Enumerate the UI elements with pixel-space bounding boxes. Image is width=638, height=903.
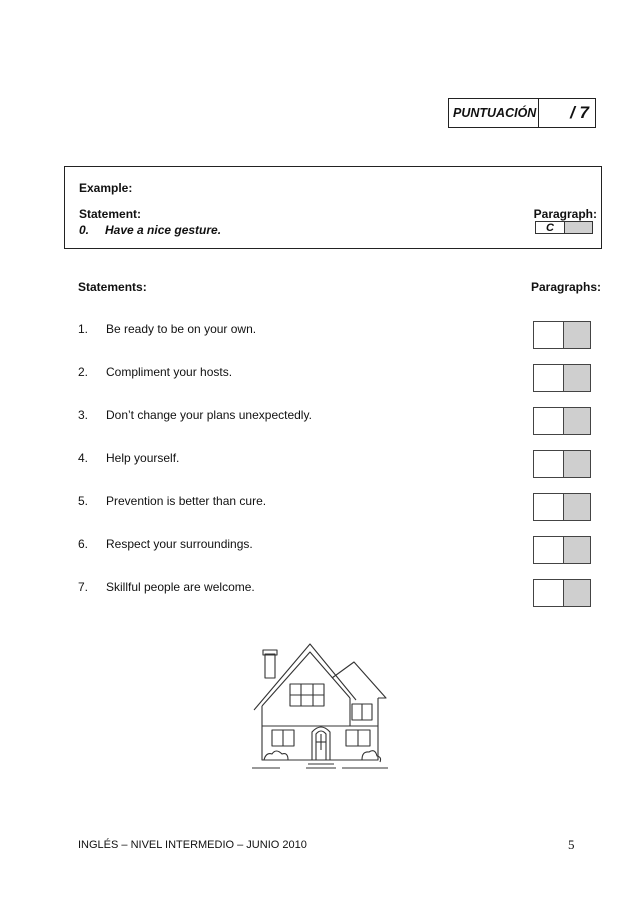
house-walls [262,698,378,760]
statement-label: Statement: [79,207,142,221]
answer-box-5[interactable] [533,493,591,521]
answer-shaded-3 [564,408,590,434]
statement-item [78,580,255,594]
score-label: PUNTUACIÓN [449,99,539,127]
statement-item [78,537,253,551]
answer-box-7[interactable] [533,579,591,607]
statements-heading: Statements: [78,280,147,294]
paragraph-label: Paragraph: [533,207,597,221]
statement-number: 4. [78,451,89,465]
example-answer-shaded [565,222,592,233]
statement-text: Prevention is better than cure. [106,494,267,508]
answer-shaded-5 [564,494,590,520]
statement-text: Skillful people are welcome. [106,580,255,594]
answer-input-2[interactable] [534,365,564,391]
statement-item [78,322,256,336]
answer-input-6[interactable] [534,537,564,563]
answer-input-3[interactable] [534,408,564,434]
example-answer-box [535,221,593,234]
statement-item [78,494,266,508]
example-box [64,166,602,249]
paragraphs-heading: Paragraphs: [530,280,601,294]
statement-number: 6. [78,537,89,551]
answer-input-4[interactable] [534,451,564,477]
answer-box-4[interactable] [533,450,591,478]
example-statement [79,223,221,237]
answer-shaded-7 [564,580,590,606]
statement-text: Be ready to be on your own. [106,322,257,336]
answer-box-6[interactable] [533,536,591,564]
answer-shaded-1 [564,322,590,348]
answer-input-5[interactable] [534,494,564,520]
statement-text: Compliment your hosts. [106,365,233,379]
statement-number: 5. [78,494,89,508]
statement-item [78,408,312,422]
statement-number: 1. [78,322,89,336]
house-icon [250,640,390,790]
answer-shaded-2 [564,365,590,391]
chimney [265,654,275,678]
example-title: Example: [79,181,133,195]
bush-left [264,751,288,760]
answer-box-1[interactable] [533,321,591,349]
statement-text: Don’t change your plans unexpectedly. [106,408,312,422]
statement-number: 3. [78,408,89,422]
statement-text: Respect your surroundings. [106,537,253,551]
page-number: 5 [568,837,575,852]
answer-input-7[interactable] [534,580,564,606]
statement-item [78,451,179,465]
footer-text: INGLÉS – NIVEL INTERMEDIO – JUNIO 2010 [78,839,307,851]
statement-item [78,365,232,379]
statement-number: 7. [78,580,89,594]
score-box [448,98,596,128]
answer-shaded-4 [564,451,590,477]
answer-box-3[interactable] [533,407,591,435]
example-statement-text: Have a nice gesture. [105,223,222,237]
statement-number: 2. [78,365,89,379]
example-answer-letter: C [536,222,565,233]
answer-input-1[interactable] [534,322,564,348]
score-value: / 7 [570,103,589,122]
example-statement-number: 0. [79,223,90,237]
answer-box-2[interactable] [533,364,591,392]
answer-shaded-6 [564,537,590,563]
statement-text: Help yourself. [106,451,180,465]
